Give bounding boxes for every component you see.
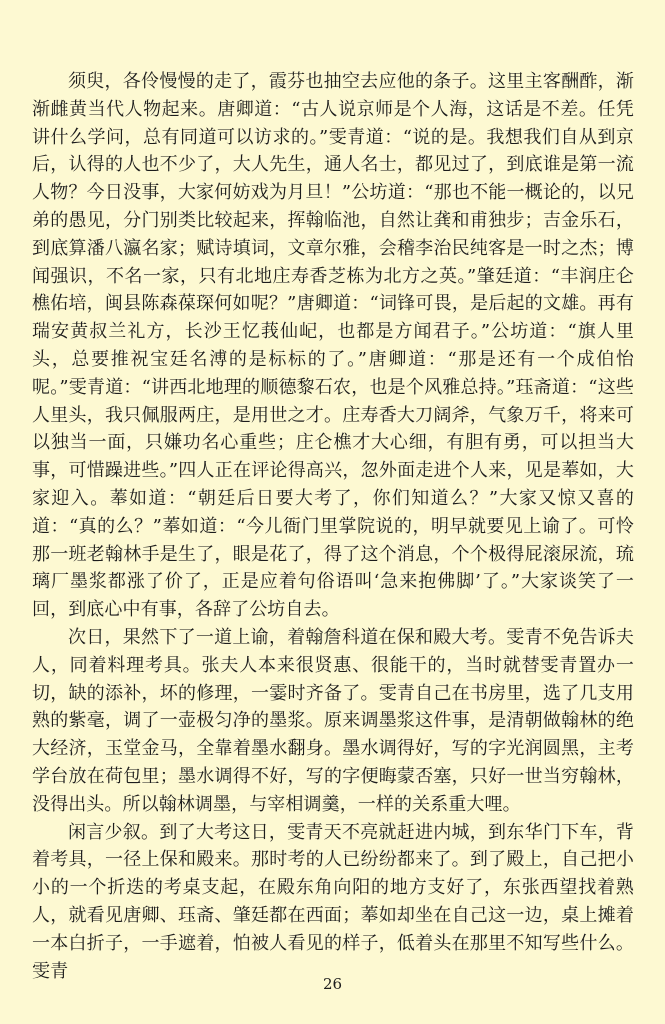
page-number: 26 xyxy=(322,975,343,993)
paragraph-3: 闲言少叙。到了大考这日，雯青天不亮就赶进内城，到东华门下车，背着考具，一径上保和殿来。那时考的人已纷纷都来了。到了殿上，自己把小小的一个折迭的考桌支起，在殿东角向阳的地方支好了，东张西望找着熟人，就看见唐卿、珏斋、肇廷都在西面；菶如却坐在自己这一边，桌上摊着一本白折子，一手遮着，怕被人看见的样子，低着头在那里不知写些什么。雯青 xyxy=(32,821,634,982)
paragraph-1: 须臾，各伶慢慢的走了，霞芬也抽空去应他的条子。这里主客酬酢，渐渐雌黄当代人物起来。唐卿道：“古人说京师是个人海，这话是不差。任凭讲什么学问，总有同道可以访求的。”雯青道：“说的是。我想我们自从到京后，认得的人也不少了，大人先生，通人名士，都见过了，到底谁是第一流人物？今日没事，大家何妨戏为月旦！”公坊道：“那也不能一概论的，以兄弟的愚见，分门别类比较起来，挥翰临池，自然让龚和甫独步；吉金乐石，到底算潘八瀛名家；赋诗填词，文章尔雅，会稽李治民纯客是一时之杰；博闻强识，不名一家，只有北地庄寿香芝栋为北方之英。”肇廷道：“丰润庄仑樵佑培，闽县陈森葆琛何如呢？”唐卿道：“词锋可畏，是后起的文雄。再有瑞安黄叔兰礼方，长沙王忆莪仙屺，也都是方闻君子。”公坊道：“旗人里头，总要推祝宝廷名溥的是标标的了。”唐卿道：“那是还有一个成伯怡呢。”雯青道：“讲西北地理的顺德黎石农，也是个风雅总持。”珏斋道：“这些人里头，我只佩服两庄，是用世之才。庄寿香大刀阔斧，气象万千，将来可以独当一面，只嫌功名心重些；庄仑樵才大心细，有胆有勇，可以担当大事，可惜躁进些。”四人正在评论得高兴，忽外面走进个人来，见是菶如，大家迎入。菶如道：“朝廷后日要大考了，你们知道么？”大家又惊又喜的道：“真的么？”菶如道：“今儿衙门里掌院说的，明早就要见上谕了。可怜那一班老翰林手是生了，眼是花了，得了这个消息，个个极得屁滚尿流，琉璃厂墨浆都涨了价了，正是应着句俗语叫‘急来抱佛脚’了。”大家谈笑了一回，到底心中有事，各辞了公坊自去。 xyxy=(32,71,634,621)
paragraph-2: 次日，果然下了一道上谕，着翰詹科道在保和殿大考。雯青不免告诉夫人，同着料理考具。张夫人本来很贤惠、很能干的，当时就替雯青置办一切，缺的添补，坏的修理，一霎时齐备了。雯青自己在书房里，选了几支用熟的紫毫，调了一壶极匀净的墨浆。原来调墨浆这件事，是清朝做翰林的绝大经济，玉堂金马，全靠着墨水翻身。墨水调得好，写的字光润圆黑，主考学台放在荷包里；墨水调得不好，写的字便晦蒙否塞，只好一世当穷翰林，没得出头。所以翰林调墨，与宰相调羹，一样的关系重大哩。 xyxy=(32,626,634,815)
page-text xyxy=(32,68,634,985)
